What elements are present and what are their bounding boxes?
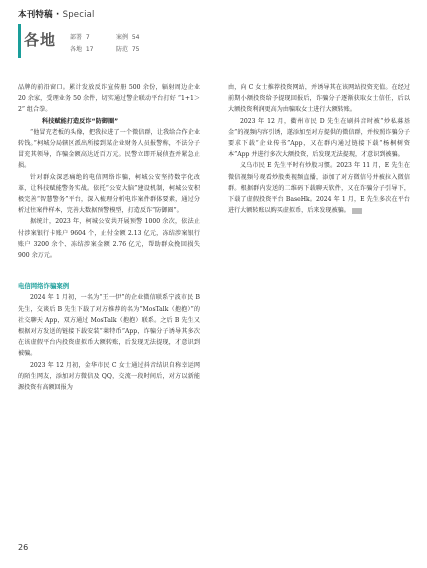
region-label: 各地 — [24, 31, 57, 49]
page-number: 26 — [18, 543, 29, 552]
stat-item — [116, 32, 139, 41]
body-paragraph: 品牌的前沿窗口。累计发放反诈宣传册 500 余份，辐射周边企业 20 余家，受理业务 50 余件，切实通过警企联动平台打好 “1+1＞2” 组合拳。 — [18, 84, 200, 114]
stat-label: 案例 — [116, 34, 129, 41]
body-text: 义乌市民 E 先生平时有炒股习惯。2023 年 11 月，E 先生在微信视频号观看炒股类视频直播，添加了对方微信号并被拉入微信群。根据群内发送的二维码下载聊天软件，又在诈骗分子引导下，下载了虚假投资平台 BaseHk。2024 年 1 月，E 先生多次在平台进行大额转账以购买虚拟币，后来发现被骗。 — [228, 162, 410, 215]
stat-value: 7 — [85, 34, 90, 41]
stat-item — [70, 44, 93, 53]
subheading: 科技赋能打造反诈“防御圈” — [42, 117, 119, 125]
body-paragraph: 2023 年 12 月，衢州市民 D 先生在刷抖音时被“炒私募基金”的视频内容引诱，遂添加至对方提供的微信群，并按照诈骗分子要求下载“企业传书”App，又在群内通过链接下载“杨桐树资本”App 并进行多次大额投资，后发现无法提现，才意识到被骗。 — [228, 117, 410, 159]
body-paragraph: 由，向 C 女士推荐投资网站，并诱导其在该网站投资充值。在经过前期小额投资给予提现回报后，诈骗分子逐渐获取女士信任，后以大额投资利润更高为由骗取女士进行大额转账。 — [228, 84, 410, 114]
section-heading: 电信网络诈骗案例 — [18, 282, 70, 291]
section-title-en: Special — [62, 10, 95, 20]
title-separator: · — [55, 10, 60, 20]
body-paragraph: 针对群众深恶痛绝的电信网络诈骗，柯城公安坚持数字化改革，让科技赋能警务实战。依托“公安大脑”建设机制，柯城公安积极完善“智慧警务”平台，深入梳理分析电诈案件群体要素，通过分析过往案件样本，完善大数据预警模型，打造反诈“防御圈”。 — [18, 173, 200, 215]
region-section-header — [18, 22, 188, 62]
end-mark-icon — [352, 208, 362, 214]
stat-label: 部署 — [70, 34, 83, 41]
stat-label: 防范 — [116, 46, 129, 53]
stat-item — [70, 32, 90, 41]
section-title-cn: 本刊特稿 — [18, 10, 53, 20]
magazine-section-title — [18, 8, 95, 20]
body-paragraph: 据统计，2023 年，柯城公安共开展预警 1000 余次，依法止付涉案银行卡账户 9604 个，止付金额 2.13 亿元，冻结涉案银行账户 3200 余个、冻结涉案金额 2.76 亿元，帮助群众挽回损失 900 余万元。 — [18, 218, 200, 260]
body-paragraph: 2023 年 12 月初，金华市民 C 女士通过抖音结识自称幸运网的陌生网友，添加对方微信及 QQ，交流一段时间后，对方以新能源投资有高额回报为 — [18, 361, 200, 392]
stat-item — [116, 44, 139, 53]
stat-value: 54 — [131, 34, 140, 41]
stat-label: 各地 — [70, 46, 83, 53]
right-text-column — [228, 82, 410, 216]
left-text-column — [18, 82, 200, 393]
body-paragraph — [228, 160, 410, 216]
body-paragraph: 2024 年 1 月初，一名为“王一伊”的企业微信联系宁波市民 B 先生，交谈后 B 先生下载了对方推荐的名为“MosTalk（抱抱）”的社交聊天 App，双方通过 MosTalk（抱抱）联系。之后 B 先生又根据对方发送的链接下载安装“莱特币”App，诈骗分子诱导其多次在该虚假平台内投资虚拟币大额转账，后发现无法提现，才意识到被骗。 — [18, 294, 200, 358]
accent-bar — [18, 24, 21, 58]
stat-value: 75 — [131, 46, 140, 53]
stat-value: 17 — [85, 46, 94, 53]
body-paragraph: “他冒充老板的头像，把我拉进了一个微信群，让我给合作企业转钱。”柯城分局辖区派出所接到某企业财务人员报警称，不法分子冒充其领导，诈骗金额高达近百万元。民警立即开展侦查并紧急止损。 — [18, 128, 200, 170]
